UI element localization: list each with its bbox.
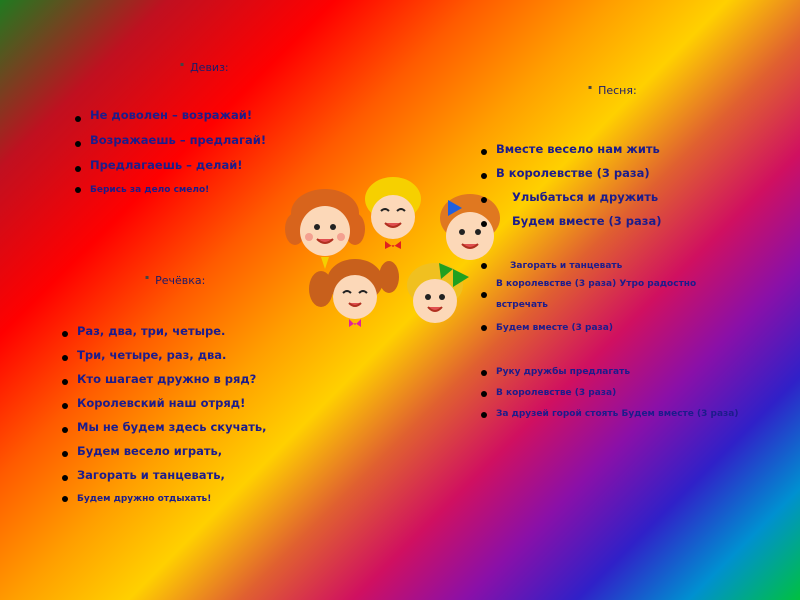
song-line: Руку дружбы предлагать — [481, 362, 791, 383]
chant-line: Будем дружно отдыхать! — [62, 490, 302, 508]
motto-heading: ▪ Девиз: — [180, 61, 229, 74]
song-verse2-list — [481, 258, 761, 338]
chant-line: Кто шагает дружно в ряд? — [62, 370, 302, 394]
motto-line: Возражаешь – предлагай! — [75, 131, 295, 156]
song-line: В королевстве (3 раза) — [481, 383, 791, 404]
song-line: Вместе весело нам жить — [481, 140, 721, 164]
song-line: За друзей горой стоять Будем вместе (3 раза) — [481, 404, 791, 425]
song-verse1-list — [481, 140, 721, 236]
chant-line: Королевский наш отряд! — [62, 394, 302, 418]
chant-line: Загорать и танцевать, — [62, 466, 302, 490]
motto-line: Не доволен – возражай! — [75, 106, 295, 131]
song-heading: ▪ Песня: — [588, 84, 637, 97]
chant-heading: ▪ Речёвка: — [145, 274, 206, 287]
song-line: Будем вместе (3 раза) — [481, 212, 721, 236]
chant-line: Три, четыре, раз, два. — [62, 346, 302, 370]
song-line: Будем вместе (3 раза) — [481, 318, 761, 338]
chant-line: Будем весело играть, — [62, 442, 302, 466]
motto-line: Предлагаешь – делай! — [75, 156, 295, 181]
song-line: Загорать и танцевать — [481, 258, 761, 274]
motto-list — [75, 106, 295, 199]
chant-line: Мы не будем здесь скучать, — [62, 418, 302, 442]
motto-line: Берись за дело смело! — [75, 181, 295, 199]
song-line: В королевстве (3 раза) — [481, 164, 721, 188]
song-line: Улыбаться и дружить — [481, 188, 721, 212]
chant-line: Раз, два, три, четыре. — [62, 322, 302, 346]
chant-list — [62, 322, 302, 508]
song-verse3-list — [481, 362, 791, 425]
cartoon-children-icon — [285, 175, 505, 340]
song-line: В королевстве (3 раза) Утро радостно встречать — [481, 274, 736, 316]
